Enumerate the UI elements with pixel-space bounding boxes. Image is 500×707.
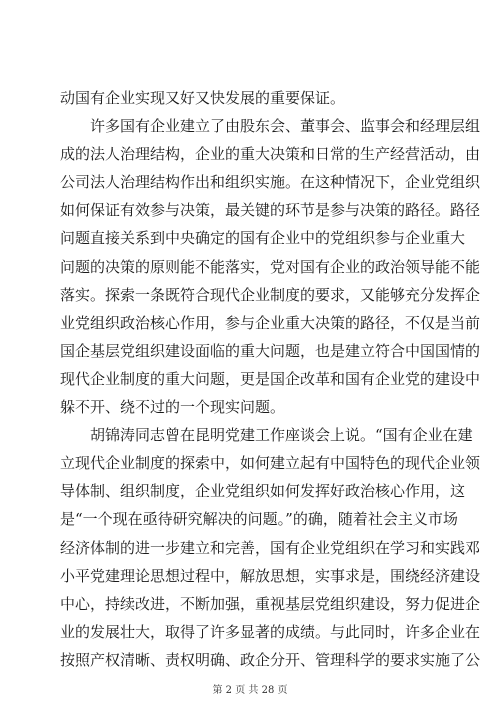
text-line: 胡锦涛同志曾在昆明党建工作座谈会上说。“国有企业在建 [90, 426, 473, 445]
text-line: 业的发展壮大，取得了许多显著的成绩。与此同时，许多企业在 [60, 622, 481, 641]
text-line: 国企基层党组织建设面临的重大问题，也是建立符合中国国情的 [60, 341, 481, 360]
text-line: 立现代企业制度的探索中，如何建立起有中国特色的现代企业领 [60, 454, 481, 473]
page-footer: 第 2 页 共 28 页 [212, 685, 288, 696]
text-line: 导体制、组织制度，企业党组织如何发挥好政治核心作用，这 [60, 482, 466, 501]
text-line: 问题的决策的原则能不能落实，党对国有企业的政治领导能不能 [60, 257, 481, 276]
text-line: 经济体制的进一步建立和完善，国有企业党组织在学习和实践邓 [60, 538, 481, 557]
text-line: 动国有企业实现又好又快发展的重要保证。 [60, 89, 346, 107]
text-line: 业党组织政治核心作用，参与企业重大决策的路径，不仅是当前 [60, 313, 481, 332]
body-text [60, 84, 481, 674]
text-line: 公司法人治理结构作出和组织实施。在这种情况下，企业党组织 [60, 173, 481, 192]
text-line: 许多国有企业建立了由股东会、董事会、监事会和经理层组 [90, 117, 481, 136]
text-line: 中心，持续改进，不断加强，重视基层党组织建设，努力促进企 [60, 594, 481, 613]
text-line: 现代企业制度的重大问题，更是国企改革和国有企业党的建设中 [60, 369, 481, 388]
text-line: 小平党建理论思想过程中，解放思想，实事求是，围绕经济建设 [60, 566, 481, 585]
text-line: 如何保证有效参与决策，最关键的环节是参与决策的路径。路径 [60, 201, 481, 220]
text-line: 是“一个现在亟待研究解决的问题。”的确，随着社会主义市场 [60, 510, 458, 529]
text-line: 落实。探索一条既符合现代企业制度的要求，又能够充分发挥企 [60, 285, 481, 304]
text-line: 问题直接关系到中央确定的国有企业中的党组织参与企业重大 [60, 229, 466, 248]
text-line: 成的法人治理结构，企业的重大决策和日常的生产经营活动，由 [60, 145, 481, 164]
text-line: 按照产权清晰、责权明确、政企分开、管理科学的要求实施了公 [60, 650, 481, 669]
text-line: 躲不开、绕不过的一个现实问题。 [60, 398, 286, 417]
